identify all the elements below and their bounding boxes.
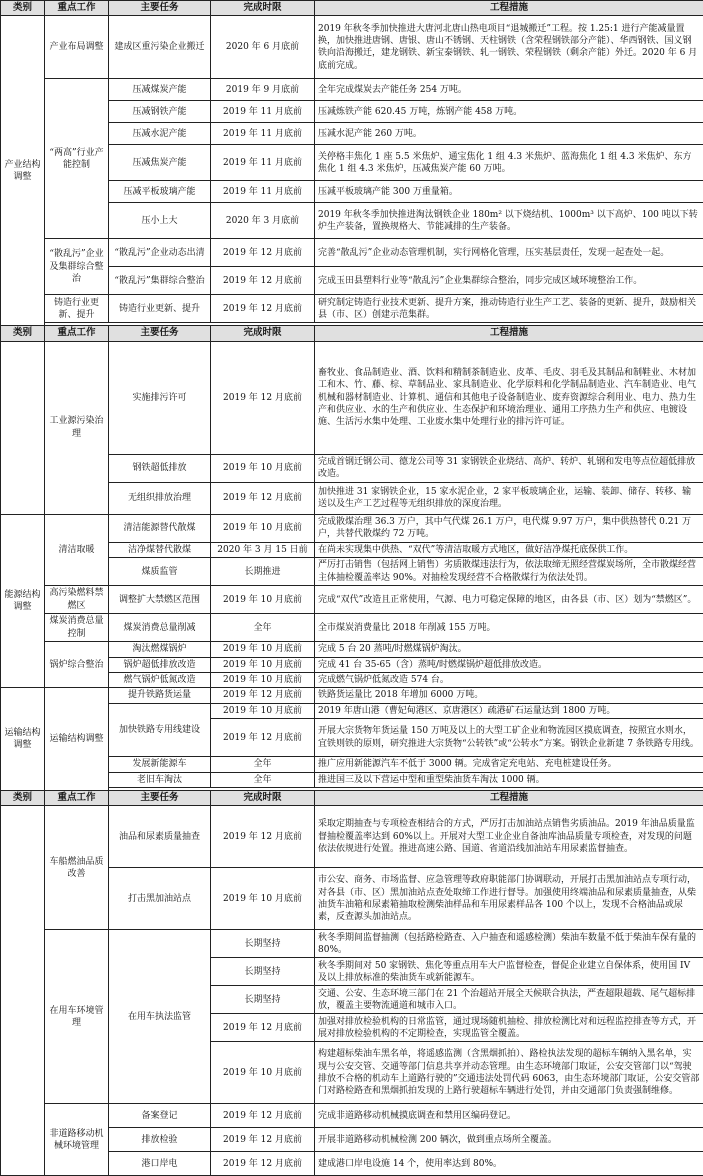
task-cell: “散乱污”集群综合整治: [109, 267, 211, 295]
deadline-cell: 2019 年 11 月底前: [211, 123, 315, 145]
table-row: [1, 239, 703, 267]
table-row: [1, 614, 703, 642]
task-cell: “散乱污”企业动态出清: [109, 239, 211, 267]
deadline-cell: 2019 年 12 月底前: [211, 688, 315, 703]
deadline-cell: 2019 年 10 月底前: [211, 586, 315, 614]
header-deadline: 完成时限: [211, 326, 315, 341]
deadline-cell: 长期坚持: [211, 930, 315, 958]
measure-cell: 推广应用新能源汽车不低于 3000 辆。完成省定充电站、充电桩建设任务。: [315, 757, 703, 772]
header-deadline: 完成时限: [211, 791, 315, 806]
header-deadline: 完成时限: [211, 1, 315, 16]
deadline-cell: 2019 年 12 月底前: [211, 806, 315, 868]
deadline-cell: 全年: [211, 757, 315, 772]
task-cell: 压减平板玻璃产能: [109, 181, 211, 203]
measure-cell: 采取定期抽查与专项检查相结合的方式，严厉打击加油站点销售劣质油品。2019 年油品质量监督抽检覆盖率达到 60%以上。开展对大型工业企业自备油库油品质量专项检查，对发现的问题依法依规进行处置。推进高速公路、国道、省道沿线加油站车用尿素监督抽查。: [315, 806, 703, 868]
measure-cell: 2019 年唐山港（曹妃甸港区、京唐港区）疏港矿石运量达到 1800 万吨。: [315, 703, 703, 718]
measure-cell: 研究制定铸造行业技术更新、提升方案，推动铸造行业生产工艺、装备的更新、提升，鼓励相关县（市、区）创建示范集群。: [315, 295, 703, 323]
measure-cell: 完成燃气锅炉低氮改造 574 台。: [315, 673, 703, 688]
measure-cell: 开展大宗货物年货运量 150 万吨及以上的大型工矿企业和物流园区摸底调查，按照宜水则水，宜铁则铁的原则，研究推进大宗货物“公转铁”或“公转水”方案。钢铁企业新建 7 条铁路专用线。: [315, 719, 703, 757]
deadline-cell: 2019 年 12 月底前: [211, 295, 315, 323]
table-row: [1, 295, 703, 323]
header-category: 类别: [1, 1, 45, 16]
deadline-cell: 2019 年 10 月底前: [211, 868, 315, 930]
deadline-cell: 2019 年 10 月底前: [211, 642, 315, 657]
header-key-work: 重点工作: [45, 1, 109, 16]
key-work-cell: 在用车环境管理: [45, 930, 109, 1104]
deadline-cell: 2019 年 12 月底前: [211, 267, 315, 295]
task-cell: 老旧车淘汰: [109, 772, 211, 787]
measure-cell: 铁路货运量比 2018 年增加 6000 万吨。: [315, 688, 703, 703]
task-cell: 铸造行业更新、提升: [109, 295, 211, 323]
task-cell: 压减水泥产能: [109, 123, 211, 145]
task-cell: 压减煤炭产能: [109, 79, 211, 101]
key-work-cell: 高污染燃料禁燃区: [45, 586, 109, 614]
measure-cell: 全市煤炭消费量比 2018 年削减 155 万吨。: [315, 614, 703, 642]
header-measures: 工程措施: [315, 1, 703, 16]
table-row: [1, 79, 703, 101]
deadline-cell: 2019 年 11 月底前: [211, 101, 315, 123]
deadline-cell: 2019 年 9 月底前: [211, 79, 315, 101]
measure-cell: 完成“双代”改造且正常使用，气源、电力可稳定保障的地区，由各县（市、区）划为“禁燃区”。: [315, 586, 703, 614]
header-main-task: 主要任务: [109, 791, 211, 806]
measure-cell: 秋冬季期间对 50 家钢铁、焦化等重点用车大户监督检查，督促企业建立自保体系，使用国 IV 及以上排放标准的柴油货车或新能源车。: [315, 958, 703, 986]
measure-cell: 在尚未实现集中供热、“双代”等清洁取暖方式地区，做好洁净煤托底保供工作。: [315, 542, 703, 557]
measure-cell: 加强对排放检验机构的日常监管，通过现场随机抽检、排放检测比对和远程监控排查等方式，开展对排放检验机构的不定期检查，实现监管全覆盖。: [315, 1014, 703, 1042]
key-work-cell: 非道路移动机械环境管理: [45, 1104, 109, 1176]
table-header-row: [1, 791, 703, 806]
category-cell: [1, 806, 45, 1176]
task-cell: 淘汰燃煤锅炉: [109, 642, 211, 657]
measure-cell: 建成港口岸电设施 14 个，使用率达到 80%。: [315, 1152, 703, 1176]
header-measures: 工程措施: [315, 326, 703, 341]
deadline-cell: 2019 年 10 月底前: [211, 1042, 315, 1104]
table-row: [1, 514, 703, 542]
task-cell: 洁净煤替代散煤: [109, 542, 211, 557]
task-cell: 锅炉超低排放改造: [109, 657, 211, 672]
deadline-cell: 2020 年 6 月底前: [211, 16, 315, 79]
header-key-work: 重点工作: [45, 326, 109, 341]
deadline-cell: 2019 年 10 月底前: [211, 454, 315, 482]
table-row: [1, 688, 703, 703]
category-cell: [1, 341, 45, 514]
task-cell: 燃气锅炉低氮改造: [109, 673, 211, 688]
category-cell: 运输结构调整: [1, 688, 45, 791]
table-row: [1, 930, 703, 958]
header-main-task: 主要任务: [109, 1, 211, 16]
measure-cell: 关停格丰焦化 1 座 5.5 米焦炉、通宝焦化 1 组 4.3 米焦炉、蓝海焦化 1 组 4.3 米焦炉、东方焦化 1 组 4.3 米焦炉，压减焦炭产能 60 万吨。: [315, 145, 703, 181]
key-work-cell: 铸造行业更新、提升: [45, 295, 109, 323]
task-cell: 钢铁超低排放: [109, 454, 211, 482]
table-row: [1, 341, 703, 454]
measure-cell: 压减炼铁产能 620.45 万吨，炼钢产能 458 万吨。: [315, 101, 703, 123]
deadline-cell: 全年: [211, 614, 315, 642]
measure-cell: 秋冬季期间监督抽测（包括路检路查、入户抽查和遥感检测）柴油车数量不低于柴油车保有量的 80%。: [315, 930, 703, 958]
measure-cell: 完成首钢迁钢公司、德龙公司等 31 家钢铁企业烧结、高炉、转炉、轧钢和发电等点位超低排放改造。: [315, 454, 703, 482]
task-cell: 加快铁路专用线建设: [109, 703, 211, 756]
task-cell: 压减焦炭产能: [109, 145, 211, 181]
key-work-cell: “两高”行业产能控制: [45, 79, 109, 239]
deadline-cell: 2019 年 12 月底前: [211, 1014, 315, 1042]
deadline-cell: 长期推进: [211, 558, 315, 586]
measure-cell: 完成玉田县塑料行业等“散乱污”企业集群综合整治，同步完成区域环境整治工作。: [315, 267, 703, 295]
task-cell: 备案登记: [109, 1104, 211, 1128]
header-key-work: 重点工作: [45, 791, 109, 806]
measure-cell: 构建超标柴油车黑名单，将遥感监测（含黑烟抓拍）、路检执法发现的超标车辆纳入黑名单，实现与公安交管、交通等部门信息共享并动态管理。由生态环境部门取证，公安交管部门以“驾驶排放不合格的机动车上道路行驶的”交通违法处罚代码 6063，由生态环境部门取证，公安交管部门对路检路查和黑烟抓拍发现的上路行驶超标车辆进行处罚，并由交通部门负责强制维修。: [315, 1042, 703, 1104]
task-cell: 排放检验: [109, 1128, 211, 1152]
measure-cell: 2019 年秋冬季加快推进淘汰钢铁企业 180m² 以下烧结机、1000m³ 以下高炉、100 吨以下转炉生产装备，置换规格大、节能减排的生产装备。: [315, 203, 703, 239]
task-cell: 打击黑加油站点: [109, 868, 211, 930]
measure-cell: 完成 5 台 20 蒸吨/时燃煤锅炉淘汰。: [315, 642, 703, 657]
header-category: 类别: [1, 326, 45, 341]
key-work-cell: 工业源污染治理: [45, 341, 109, 514]
deadline-cell: 2019 年 11 月底前: [211, 145, 315, 181]
measure-cell: 2019 年秋冬季加快推进大唐河北唐山热电项目“退城搬迁”工程。按 1.25:1 进行产能减量置换，加快推进唐钢、唐银、唐山不锈钢、天柱钢铁（含荣程钢铁部分产能）、华西钢铁、国义钢铁向沿海搬迁，建龙钢铁、新宝泰钢铁、轧一钢铁、荣程钢铁（剩余产能）外迁。2020 年 6 月底前完成。: [315, 16, 703, 79]
deadline-cell: 2019 年 10 月底前: [211, 673, 315, 688]
deadline-cell: 2019 年 12 月底前: [211, 239, 315, 267]
table-row: [1, 16, 703, 79]
deadline-cell: 长期坚持: [211, 986, 315, 1014]
deadline-cell: 2019 年 12 月底前: [211, 482, 315, 514]
task-cell: 煤质监管: [109, 558, 211, 586]
table-header-row: [1, 326, 703, 341]
deadline-cell: 长期坚持: [211, 958, 315, 986]
table-row: [1, 806, 703, 868]
key-work-cell: 车船燃油品质改善: [45, 806, 109, 930]
deadline-cell: 2019 年 12 月底前: [211, 1128, 315, 1152]
measure-cell: 完成 41 台 35-65（含）蒸吨/时燃煤锅炉超低排放改造。: [315, 657, 703, 672]
header-main-task: 主要任务: [109, 326, 211, 341]
deadline-cell: 全年: [211, 772, 315, 787]
deadline-cell: 2019 年 11 月底前: [211, 181, 315, 203]
deadline-cell: 2019 年 12 月底前: [211, 1104, 315, 1128]
measure-cell: 畜牧业、食品制造业、酒、饮料和精制茶制造业、皮革、毛皮、羽毛及其制品和制鞋业、木材加工和木、竹、藤、棕、草制品业、家具制造业、化学原料和化学制品制造业、汽车制造业、电气机械和器材制造业、计算机、通信和其他电子设备制造业、废弃资源综合利用业、电力、热力生产和供应业、水的生产和供应业、生态保护和环境治理业、通用工序热力生产和供应、电镀设施、生活污水集中处理、工业废水集中处理行业的排污许可证。: [315, 341, 703, 454]
task-cell: 油品和尿素质量抽查: [109, 806, 211, 868]
task-cell: 在用车执法监管: [109, 930, 211, 1104]
table-row: [1, 586, 703, 614]
task-cell: 港口岸电: [109, 1152, 211, 1176]
deadline-cell: 2019 年 12 月底前: [211, 1152, 315, 1176]
measure-cell: 全年完成煤炭去产能任务 254 万吨。: [315, 79, 703, 101]
header-measures: 工程措施: [315, 791, 703, 806]
task-cell: 提升铁路货运量: [109, 688, 211, 703]
category-cell: 能源结构调整: [1, 514, 45, 688]
task-cell: 建成区重污染企业搬迁: [109, 16, 211, 79]
measure-cell: 完成散煤治理 36.3 万户，其中气代煤 26.1 万户，电代煤 9.97 万户，集中供热替代 0.21 万户，共替代散煤约 72 万吨。: [315, 514, 703, 542]
measure-cell: 市公安、商务、市场监督、应急管理等政府职能部门协调联动，开展打击黑加油站点专项行动，对各县（市、区）黑加油站点查处取缔工作进行督导。加强使用终端油品和尿素质量抽查，从柴油货车油箱和尿素箱抽取检测柴油样品和车用尿素样品各 100 个以上，发现不合格油品或尿素，反查源头加油站点。: [315, 868, 703, 930]
deadline-cell: 2019 年 10 月底前: [211, 657, 315, 672]
key-work-cell: 产业布局调整: [45, 16, 109, 79]
task-cell: 调整扩大禁燃区范围: [109, 586, 211, 614]
header-category: 类别: [1, 791, 45, 806]
task-cell: 实施排污许可: [109, 341, 211, 454]
category-cell: 产业结构调整: [1, 16, 45, 326]
task-cell: 煤炭消费总量削减: [109, 614, 211, 642]
measure-cell: 完善“散乱污”企业动态管理机制，实行网格化管理，压实基层责任，发现一起查处一起。: [315, 239, 703, 267]
task-cell: 压小上大: [109, 203, 211, 239]
deadline-cell: 2019 年 10 月底前: [211, 514, 315, 542]
key-work-cell: 运输结构调整: [45, 688, 109, 791]
deadline-cell: 2019 年 12 月底前: [211, 719, 315, 757]
table-row: [1, 1104, 703, 1128]
task-cell: 无组织排放治理: [109, 482, 211, 514]
table-header-row: [1, 1, 703, 16]
task-cell: 压减钢铁产能: [109, 101, 211, 123]
key-work-cell: 煤炭消费总量控制: [45, 614, 109, 642]
key-work-cell: 锅炉综合整治: [45, 642, 109, 688]
deadline-cell: 2019 年 10 月底前: [211, 703, 315, 718]
task-cell: 发展新能源车: [109, 757, 211, 772]
measure-cell: 加快推进 31 家钢铁企业，15 家水泥企业，2 家平板玻璃企业，运输、装卸、储存、转移、输送以及生产工艺过程等无组织排放的深度治理。: [315, 482, 703, 514]
measure-cell: 压减水泥产能 260 万吨。: [315, 123, 703, 145]
deadline-cell: 2020 年 3 月 15 日前: [211, 542, 315, 557]
measure-cell: 推进国三及以下营运中型和重型柴油货车淘汰 1000 辆。: [315, 772, 703, 787]
deadline-cell: 2020 年 3 月底前: [211, 203, 315, 239]
table-row: [1, 642, 703, 657]
deadline-cell: 2019 年 12 月底前: [211, 341, 315, 454]
measure-cell: 开展非道路移动机械检测 200 辆次，做到重点场所全覆盖。: [315, 1128, 703, 1152]
measure-cell: 压减平板玻璃产能 300 万重量箱。: [315, 181, 703, 203]
measure-cell: 严厉打击销售（包括网上销售）劣质散煤违法行为，依法取缔无照经营煤炭场所，全市散煤经营主体抽检覆盖率达 90%。对抽检发现经营不合格散煤行为依法处罚。: [315, 558, 703, 586]
key-work-cell: 清洁取暖: [45, 514, 109, 585]
key-work-cell: “散乱污”企业及集群综合整治: [45, 239, 109, 295]
task-cell: 清洁能源替代散煤: [109, 514, 211, 542]
measure-cell: 交通、公安、生态环境三部门在 21 个治超站开展全天候联合执法，严查超限超载、尾气超标排放，覆盖主要物流通道和城市入口。: [315, 986, 703, 1014]
measure-cell: 完成非道路移动机械摸底调查和禁用区编码登记。: [315, 1104, 703, 1128]
